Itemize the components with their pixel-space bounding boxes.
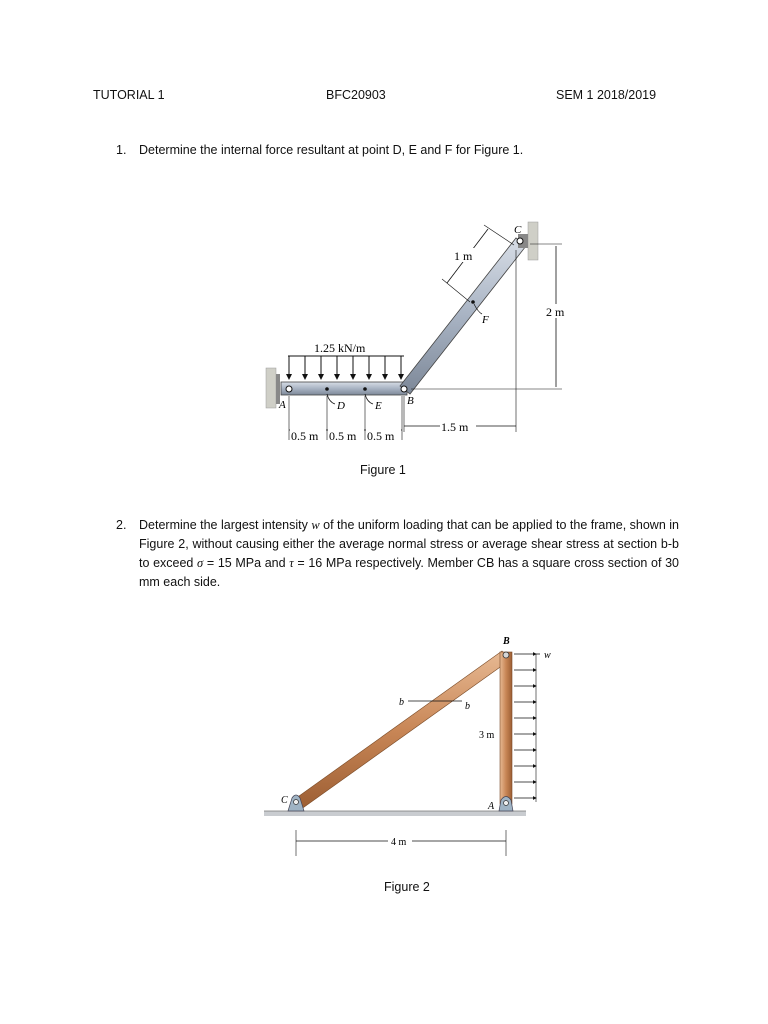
wall-left <box>266 368 276 408</box>
fig2-label-a: A <box>488 801 495 812</box>
fig1-label-c: C <box>514 224 522 236</box>
header-semester: SEM 1 2018/2019 <box>556 88 657 102</box>
question-2-text-part-4: = 16 MPa respectively. Member CB has a square cross section of 30 mm each side. <box>139 556 679 589</box>
fig1-dim-0-5m-a: 0.5 m <box>291 429 319 443</box>
fig2-section-b-right: b <box>465 701 470 712</box>
question-2-number: 2. <box>116 518 127 532</box>
fig1-dim-0-5m-c: 0.5 m <box>367 429 395 443</box>
wall-right <box>528 222 538 260</box>
fig2-label-c: C <box>281 795 288 806</box>
header-course-type: TUTORIAL 1 <box>93 88 165 102</box>
ground <box>264 811 526 816</box>
fig1-dim-2m: 2 m <box>546 305 565 319</box>
member-ab <box>500 652 512 804</box>
fig1-label-f: F <box>482 314 489 326</box>
question-2-symbol-tau: τ <box>289 556 294 570</box>
fig2-section-b-left: b <box>399 697 404 708</box>
question-1-number: 1. <box>116 143 127 157</box>
fig1-label-a: A <box>279 399 286 411</box>
fig1-load-label: 1.25 kN/m <box>314 341 366 355</box>
fig2-label-b: B <box>503 636 510 647</box>
fig2-dim-3m: 3 m <box>479 730 495 741</box>
member-cb <box>292 651 510 810</box>
fig1-dim-1-5m: 1.5 m <box>441 420 469 434</box>
fig1-dim-0-5m-b: 0.5 m <box>329 429 357 443</box>
question-2-text-part-1: Determine the largest intensity <box>139 518 312 532</box>
question-2-symbol-sigma: σ <box>197 556 204 570</box>
question-1-text: Determine the internal force resultant at point D, E and F for Figure 1. <box>139 143 524 157</box>
header-course-code: BFC20903 <box>326 88 386 102</box>
figure-2 <box>0 620 768 870</box>
figure-2-caption: Figure 2 <box>384 880 430 894</box>
question-2-symbol-w: w <box>311 518 320 532</box>
fig1-label-d: D <box>337 400 345 412</box>
question-2-text-part-2: of the uniform loading that can be applied to the frame, shown in Figure 2, without causing either the average normal stress or average shear stress at section b-b to exceed <box>139 518 679 570</box>
figure-1 <box>0 0 768 500</box>
figure-1-caption: Figure 1 <box>360 463 406 477</box>
fig2-dim-4m: 4 m <box>391 837 407 848</box>
question-2-text <box>139 516 679 592</box>
fig1-label-e: E <box>375 400 382 412</box>
fig2-load-w: w <box>544 650 551 661</box>
beam-ab <box>281 382 407 395</box>
question-2-text-part-3: = 15 MPa and <box>203 556 290 570</box>
fig1-dim-1m: 1 m <box>454 249 473 263</box>
fig1-label-b: B <box>407 395 414 407</box>
